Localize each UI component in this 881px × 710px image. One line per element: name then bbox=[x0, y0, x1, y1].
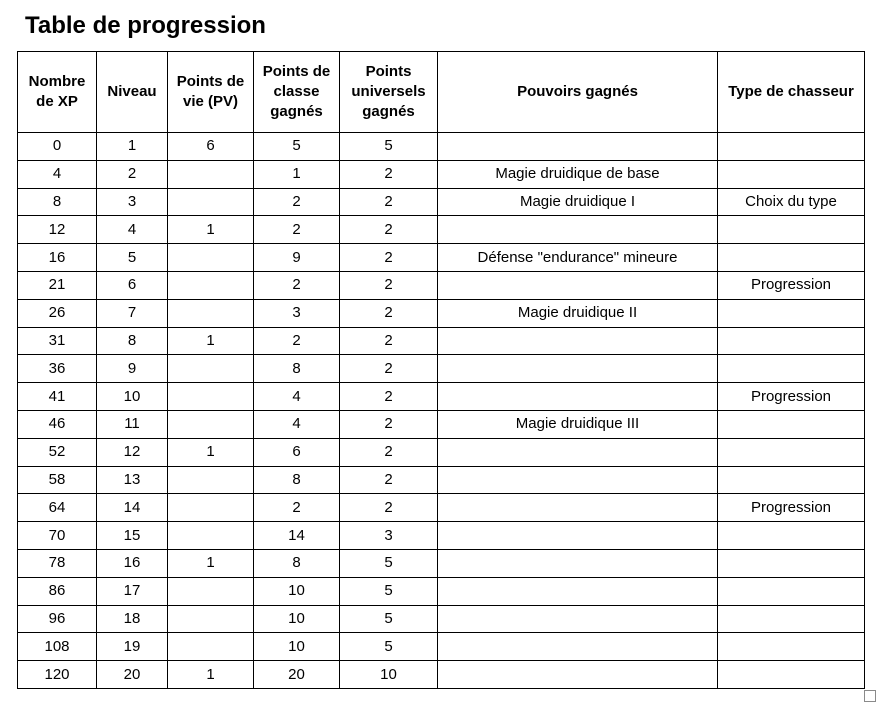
cell-pouvoirs bbox=[438, 466, 718, 494]
cell-universels: 2 bbox=[340, 299, 438, 327]
cell-xp: 26 bbox=[18, 299, 97, 327]
header-xp: Nombre de XP bbox=[18, 52, 97, 133]
cell-pouvoirs bbox=[438, 438, 718, 466]
cell-pv bbox=[168, 410, 254, 438]
cell-niveau: 17 bbox=[97, 577, 168, 605]
table-row bbox=[18, 271, 865, 299]
cell-classe: 1 bbox=[254, 160, 340, 188]
cell-pv bbox=[168, 244, 254, 272]
cell-pv bbox=[168, 494, 254, 522]
table-row bbox=[18, 410, 865, 438]
table-row bbox=[18, 438, 865, 466]
cell-niveau: 15 bbox=[97, 522, 168, 550]
cell-xp: 36 bbox=[18, 355, 97, 383]
cell-xp: 120 bbox=[18, 661, 97, 689]
cell-pv: 1 bbox=[168, 661, 254, 689]
cell-type bbox=[718, 605, 865, 633]
cell-type: Progression bbox=[718, 383, 865, 411]
cell-xp: 58 bbox=[18, 466, 97, 494]
cell-niveau: 16 bbox=[97, 549, 168, 577]
cell-universels: 2 bbox=[340, 188, 438, 216]
cell-universels: 2 bbox=[340, 466, 438, 494]
cell-classe: 8 bbox=[254, 466, 340, 494]
cell-niveau: 10 bbox=[97, 383, 168, 411]
cell-type bbox=[718, 216, 865, 244]
cell-xp: 70 bbox=[18, 522, 97, 550]
cell-xp: 64 bbox=[18, 494, 97, 522]
cell-xp: 78 bbox=[18, 549, 97, 577]
cell-universels: 2 bbox=[340, 327, 438, 355]
cell-type: Progression bbox=[718, 494, 865, 522]
cell-universels: 3 bbox=[340, 522, 438, 550]
header-pv: Points de vie (PV) bbox=[168, 52, 254, 133]
table-row bbox=[18, 299, 865, 327]
cell-xp: 8 bbox=[18, 188, 97, 216]
cell-classe: 2 bbox=[254, 327, 340, 355]
cell-pv bbox=[168, 188, 254, 216]
cell-pouvoirs bbox=[438, 633, 718, 661]
table-row bbox=[18, 577, 865, 605]
cell-universels: 5 bbox=[340, 605, 438, 633]
table-row bbox=[18, 327, 865, 355]
table-row bbox=[18, 355, 865, 383]
cell-xp: 108 bbox=[18, 633, 97, 661]
cell-universels: 2 bbox=[340, 438, 438, 466]
cell-classe: 10 bbox=[254, 633, 340, 661]
cell-classe: 5 bbox=[254, 133, 340, 161]
cell-type: Progression bbox=[718, 271, 865, 299]
cell-classe: 2 bbox=[254, 188, 340, 216]
cell-universels: 2 bbox=[340, 355, 438, 383]
table-row bbox=[18, 633, 865, 661]
cell-pv bbox=[168, 355, 254, 383]
cell-niveau: 8 bbox=[97, 327, 168, 355]
resize-handle[interactable] bbox=[864, 690, 876, 702]
cell-niveau: 19 bbox=[97, 633, 168, 661]
cell-xp: 4 bbox=[18, 160, 97, 188]
cell-type bbox=[718, 299, 865, 327]
cell-classe: 4 bbox=[254, 383, 340, 411]
table-row bbox=[18, 661, 865, 689]
cell-pouvoirs bbox=[438, 549, 718, 577]
table-row bbox=[18, 494, 865, 522]
cell-niveau: 14 bbox=[97, 494, 168, 522]
cell-xp: 86 bbox=[18, 577, 97, 605]
cell-type bbox=[718, 355, 865, 383]
cell-type bbox=[718, 244, 865, 272]
cell-classe: 10 bbox=[254, 577, 340, 605]
cell-niveau: 18 bbox=[97, 605, 168, 633]
cell-pouvoirs bbox=[438, 133, 718, 161]
cell-pouvoirs bbox=[438, 216, 718, 244]
cell-pv bbox=[168, 633, 254, 661]
cell-xp: 52 bbox=[18, 438, 97, 466]
cell-pv bbox=[168, 383, 254, 411]
cell-type: Choix du type bbox=[718, 188, 865, 216]
cell-xp: 0 bbox=[18, 133, 97, 161]
cell-type bbox=[718, 133, 865, 161]
table-body bbox=[18, 133, 865, 689]
cell-universels: 2 bbox=[340, 494, 438, 522]
cell-classe: 2 bbox=[254, 216, 340, 244]
cell-pouvoirs: Magie druidique III bbox=[438, 410, 718, 438]
table-row bbox=[18, 216, 865, 244]
cell-universels: 5 bbox=[340, 633, 438, 661]
cell-universels: 5 bbox=[340, 549, 438, 577]
cell-universels: 2 bbox=[340, 410, 438, 438]
header-row bbox=[18, 52, 865, 133]
cell-pouvoirs bbox=[438, 383, 718, 411]
cell-type bbox=[718, 661, 865, 689]
table-row bbox=[18, 188, 865, 216]
cell-universels: 2 bbox=[340, 383, 438, 411]
table-row bbox=[18, 605, 865, 633]
cell-classe: 20 bbox=[254, 661, 340, 689]
cell-classe: 10 bbox=[254, 605, 340, 633]
cell-xp: 21 bbox=[18, 271, 97, 299]
cell-type bbox=[718, 466, 865, 494]
table-row bbox=[18, 133, 865, 161]
cell-niveau: 9 bbox=[97, 355, 168, 383]
cell-universels: 2 bbox=[340, 271, 438, 299]
cell-pouvoirs bbox=[438, 494, 718, 522]
table-row bbox=[18, 549, 865, 577]
cell-xp: 96 bbox=[18, 605, 97, 633]
cell-universels: 2 bbox=[340, 216, 438, 244]
cell-type bbox=[718, 522, 865, 550]
cell-pv: 1 bbox=[168, 327, 254, 355]
cell-pouvoirs bbox=[438, 327, 718, 355]
cell-pouvoirs bbox=[438, 271, 718, 299]
header-universels: Points universels gagnés bbox=[340, 52, 438, 133]
cell-universels: 2 bbox=[340, 244, 438, 272]
cell-classe: 2 bbox=[254, 494, 340, 522]
cell-pv bbox=[168, 160, 254, 188]
cell-pouvoirs: Magie druidique de base bbox=[438, 160, 718, 188]
cell-pv bbox=[168, 299, 254, 327]
cell-xp: 12 bbox=[18, 216, 97, 244]
cell-pouvoirs bbox=[438, 577, 718, 605]
cell-pv bbox=[168, 605, 254, 633]
table-row bbox=[18, 383, 865, 411]
cell-pv bbox=[168, 271, 254, 299]
cell-pv bbox=[168, 577, 254, 605]
header-classe: Points de classe gagnés bbox=[254, 52, 340, 133]
cell-type bbox=[718, 160, 865, 188]
cell-type bbox=[718, 438, 865, 466]
cell-type bbox=[718, 577, 865, 605]
cell-type bbox=[718, 549, 865, 577]
cell-pouvoirs: Magie druidique I bbox=[438, 188, 718, 216]
cell-xp: 31 bbox=[18, 327, 97, 355]
cell-xp: 41 bbox=[18, 383, 97, 411]
cell-pv bbox=[168, 466, 254, 494]
cell-classe: 9 bbox=[254, 244, 340, 272]
cell-niveau: 20 bbox=[97, 661, 168, 689]
cell-niveau: 3 bbox=[97, 188, 168, 216]
cell-pv: 6 bbox=[168, 133, 254, 161]
header-pouvoirs: Pouvoirs gagnés bbox=[438, 52, 718, 133]
cell-type bbox=[718, 633, 865, 661]
table-row bbox=[18, 466, 865, 494]
cell-pv: 1 bbox=[168, 216, 254, 244]
cell-niveau: 11 bbox=[97, 410, 168, 438]
progression-table bbox=[17, 51, 865, 689]
cell-pouvoirs bbox=[438, 661, 718, 689]
cell-universels: 5 bbox=[340, 133, 438, 161]
cell-xp: 16 bbox=[18, 244, 97, 272]
cell-pouvoirs: Défense "endurance" mineure bbox=[438, 244, 718, 272]
cell-classe: 8 bbox=[254, 549, 340, 577]
table-row bbox=[18, 244, 865, 272]
cell-classe: 3 bbox=[254, 299, 340, 327]
cell-classe: 14 bbox=[254, 522, 340, 550]
cell-type bbox=[718, 327, 865, 355]
cell-pouvoirs bbox=[438, 355, 718, 383]
cell-xp: 46 bbox=[18, 410, 97, 438]
cell-universels: 5 bbox=[340, 577, 438, 605]
cell-type bbox=[718, 410, 865, 438]
cell-universels: 10 bbox=[340, 661, 438, 689]
header-type: Type de chasseur bbox=[718, 52, 865, 133]
cell-classe: 8 bbox=[254, 355, 340, 383]
cell-niveau: 6 bbox=[97, 271, 168, 299]
cell-niveau: 4 bbox=[97, 216, 168, 244]
cell-pouvoirs: Magie druidique II bbox=[438, 299, 718, 327]
cell-niveau: 5 bbox=[97, 244, 168, 272]
cell-pv: 1 bbox=[168, 549, 254, 577]
cell-niveau: 12 bbox=[97, 438, 168, 466]
cell-niveau: 1 bbox=[97, 133, 168, 161]
cell-pv: 1 bbox=[168, 438, 254, 466]
cell-pouvoirs bbox=[438, 605, 718, 633]
cell-pv bbox=[168, 522, 254, 550]
cell-classe: 2 bbox=[254, 271, 340, 299]
cell-universels: 2 bbox=[340, 160, 438, 188]
table-row bbox=[18, 160, 865, 188]
header-niveau: Niveau bbox=[97, 52, 168, 133]
page-title: Table de progression bbox=[25, 12, 266, 39]
table-row bbox=[18, 522, 865, 550]
cell-pouvoirs bbox=[438, 522, 718, 550]
cell-classe: 6 bbox=[254, 438, 340, 466]
cell-niveau: 2 bbox=[97, 160, 168, 188]
cell-niveau: 13 bbox=[97, 466, 168, 494]
cell-niveau: 7 bbox=[97, 299, 168, 327]
cell-classe: 4 bbox=[254, 410, 340, 438]
